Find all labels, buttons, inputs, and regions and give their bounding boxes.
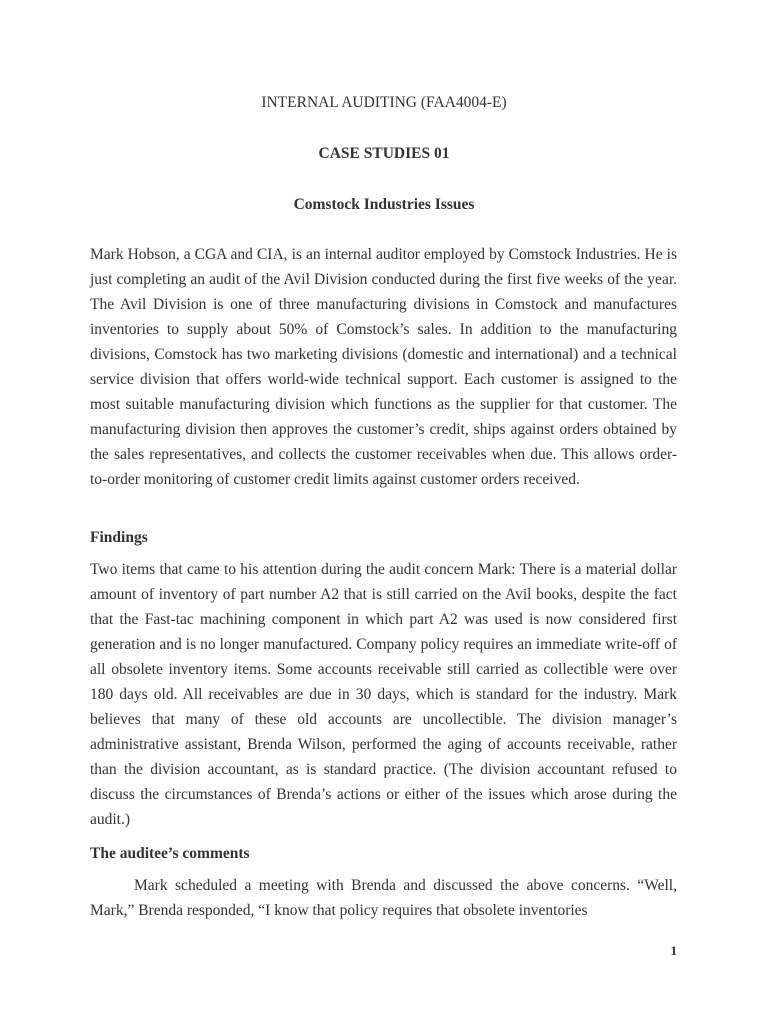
intro-paragraph: Mark Hobson, a CGA and CIA, is an internal auditor employed by Comstock Industries. He is just completing an audit of the Avil Division conducted during the first five weeks of the year. The Avil Division is one of three manufacturing divisions in Comstock and manufactures inventories to supply about 50% of Comstock’s sales. In addition to the manufacturing divisions, Comstock has two marketing divisions (domestic and international) and a technical service division that offers world-wide technical support. Each customer is assigned to the most suitable manufacturing division which functions as the supplier for that customer. The manufacturing division then approves the customer’s credit, ships against orders obtained by the sales representatives, and collects the customer receivables when due. This allows order-to-order monitoring of customer credit limits against customer orders received. <box>90 246 677 488</box>
findings-heading: Findings <box>90 529 148 546</box>
case-title: Comstock Industries Issues <box>293 196 475 213</box>
page-number: 1 <box>670 943 677 958</box>
document-subtitle: CASE STUDIES 01 <box>318 145 450 162</box>
document-title: INTERNAL AUDITING (FAA4004-E) <box>261 94 507 111</box>
comments-heading: The auditee’s comments <box>90 845 250 862</box>
findings-paragraph: Two items that came to his attention during the audit concern Mark: There is a material dollar amount of inventory of part number A2 that is still carried on the Avil books, despite the fact that the Fast-tac machining component in which part A2 was used is now considered first generation and is no longer manufactured. Company policy requires an immediate write-off of all obsolete inventory items. Some accounts receivable still carried as collectible were over 180 days old. All receivables are due in 30 days, which is standard for the industry. Mark believes that many of these old accounts are uncollectible. The division manager’s administrative assistant, Brenda Wilson, performed the aging of accounts receivable, rather than the division accountant, as is standard practice. (The division accountant refused to discuss the circumstances of Brenda’s actions or either of the issues which arose during the audit.) <box>90 561 677 828</box>
comments-paragraph: Mark scheduled a meeting with Brenda and discussed the above concerns. “Well, Mark,” Brenda responded, “I know that policy requires that obsolete inventories <box>90 877 677 919</box>
